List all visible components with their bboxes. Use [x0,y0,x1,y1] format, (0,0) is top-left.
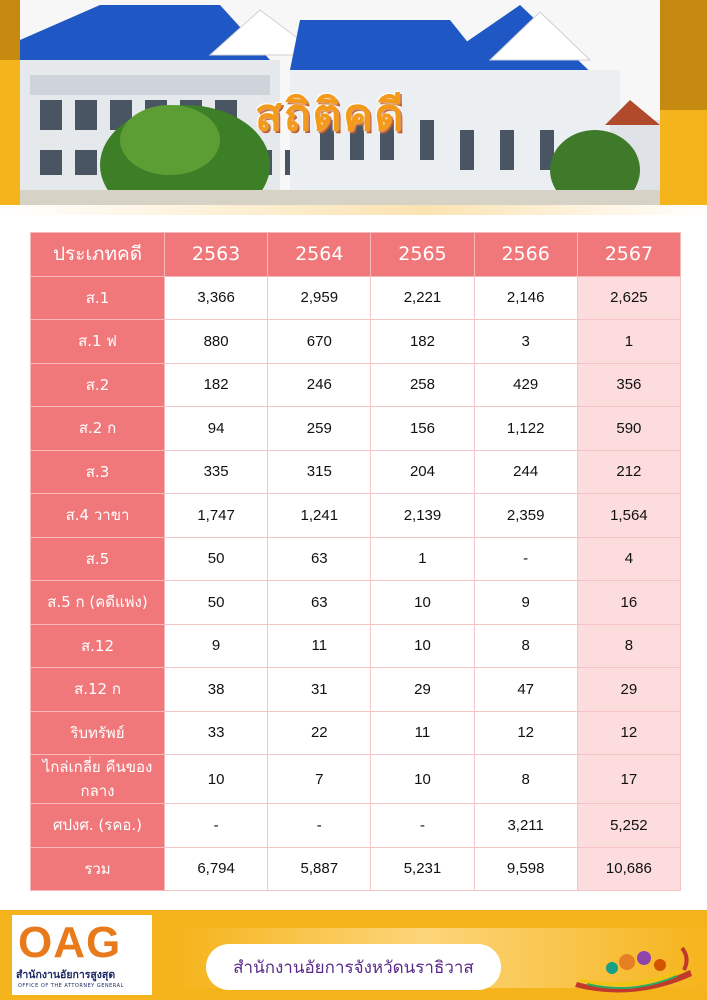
row-label: ส.1 ฟ [31,320,165,364]
table-cell: 63 [268,581,371,625]
table-cell: 315 [268,450,371,494]
table-cell: - [268,804,371,848]
row-label: ส.3 [31,450,165,494]
table-cell: 1,241 [268,494,371,538]
table-row [31,276,681,320]
table-cell: 10,686 [577,847,680,891]
table-cell: 590 [577,407,680,451]
table-cell: 22 [268,711,371,755]
table-cell: 29 [577,668,680,712]
table-cell: 356 [577,363,680,407]
row-label: ส.2 [31,363,165,407]
table-header-row [31,233,681,277]
table-cell: 1 [371,537,474,581]
table-cell: 12 [577,711,680,755]
row-label: ส.5 ก (คดีแพ่ง) [31,581,165,625]
case-statistics-table [30,232,681,891]
table-cell: 11 [371,711,474,755]
table-cell: 9 [474,581,577,625]
row-label: ส.1 [31,276,165,320]
row-label: ส.4 วาขา [31,494,165,538]
table-row [31,363,681,407]
table-cell: 2,959 [268,276,371,320]
row-label: ส.2 ก [31,407,165,451]
table-cell: 8 [474,755,577,804]
table-cell: 2,359 [474,494,577,538]
table-cell: 429 [474,363,577,407]
table-cell: 9 [165,624,268,668]
table-cell: 94 [165,407,268,451]
table-cell: 4 [577,537,680,581]
table-cell: 244 [474,450,577,494]
table-cell: 16 [577,581,680,625]
table-cell: 12 [474,711,577,755]
row-label: ไกล่เกลี่ย คืนของกลาง [31,755,165,804]
table-cell: 1 [577,320,680,364]
table-row [31,711,681,755]
table-cell: 7 [268,755,371,804]
table-cell: 5,887 [268,847,371,891]
header-banner [0,0,707,215]
table-row [31,407,681,451]
row-label: ริบทรัพย์ [31,711,165,755]
table-cell: - [165,804,268,848]
table-cell: 9,598 [474,847,577,891]
column-header-2567: 2567 [577,233,680,277]
table-body [31,276,681,891]
korlae-boat-icon [572,940,697,995]
oag-logo-english-name: OFFICE OF THE ATTORNEY GENERAL [18,983,124,989]
table-cell: 3 [474,320,577,364]
row-label: ศปงศ. (รคอ.) [31,804,165,848]
table-cell: 5,252 [577,804,680,848]
column-header-case-type: ประเภทคดี [31,233,165,277]
table-cell: 258 [371,363,474,407]
table-cell: 2,221 [371,276,474,320]
table-row [31,847,681,891]
table-cell: 6,794 [165,847,268,891]
table-cell: 47 [474,668,577,712]
table-cell: 50 [165,581,268,625]
table-row [31,494,681,538]
table-cell: 246 [268,363,371,407]
table-row [31,581,681,625]
table-cell: 1,747 [165,494,268,538]
header-divider [0,205,707,215]
table-cell: 1,564 [577,494,680,538]
table-cell: 182 [371,320,474,364]
table-row [31,537,681,581]
table-cell: 10 [371,624,474,668]
column-header-2564: 2564 [268,233,371,277]
table-cell: 8 [577,624,680,668]
table-cell: 31 [268,668,371,712]
table-cell: - [474,537,577,581]
row-label: รวม [31,847,165,891]
table-cell: 880 [165,320,268,364]
table-cell: 2,146 [474,276,577,320]
table-cell: 335 [165,450,268,494]
table-cell: 10 [371,755,474,804]
table-cell: 212 [577,450,680,494]
office-name: สำนักงานอัยการจังหวัดนราธิวาส [206,944,501,990]
row-label: ส.5 [31,537,165,581]
table-cell: 50 [165,537,268,581]
table-cell: 29 [371,668,474,712]
table-cell: 10 [371,581,474,625]
row-label: ส.12 [31,624,165,668]
table-cell: 38 [165,668,268,712]
table-cell: 3,366 [165,276,268,320]
table-cell: 10 [165,755,268,804]
table-cell: 8 [474,624,577,668]
column-header-2565: 2565 [371,233,474,277]
table-row [31,804,681,848]
table-cell: 33 [165,711,268,755]
table-cell: 182 [165,363,268,407]
table-cell: 2,625 [577,276,680,320]
table-cell: 5,231 [371,847,474,891]
table-row [31,320,681,364]
column-header-2563: 2563 [165,233,268,277]
table-cell: 259 [268,407,371,451]
table-cell: - [371,804,474,848]
row-label: ส.12 ก [31,668,165,712]
table-cell: 3,211 [474,804,577,848]
table-cell: 156 [371,407,474,451]
table-cell: 2,139 [371,494,474,538]
table-cell: 11 [268,624,371,668]
oag-logo-thai-name: สำนักงานอัยการสูงสุด [16,969,116,981]
table-cell: 204 [371,450,474,494]
table-cell: 17 [577,755,680,804]
column-header-2566: 2566 [474,233,577,277]
oag-logo: OAG [18,918,122,967]
table-row [31,755,681,804]
table-cell: 63 [268,537,371,581]
page-title: สถิติคดี [255,90,406,141]
table-row [31,668,681,712]
table-cell: 670 [268,320,371,364]
table-row [31,450,681,494]
table-row [31,624,681,668]
table-cell: 1,122 [474,407,577,451]
